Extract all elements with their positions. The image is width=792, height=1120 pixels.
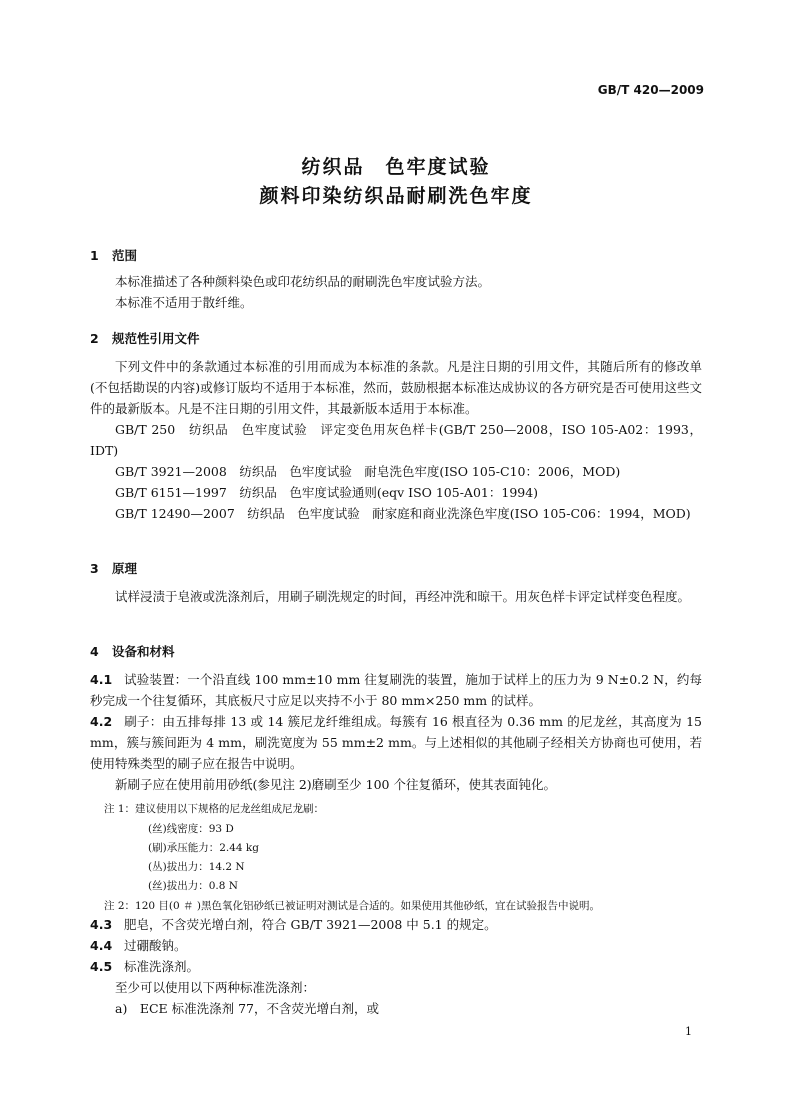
clause-4-5: [90, 956, 702, 977]
section-title: 范围: [112, 248, 138, 263]
clause-number: 4.5: [90, 959, 113, 974]
reference-1: GB/T 250 纺织品 色牢度试验 评定变色用灰色样卡(GB/T 250—2008，ISO 105-A02：1993，IDT): [90, 422, 702, 458]
section-1-heading: [90, 246, 137, 264]
note-1-item-b: (刷)承压能力：2.44 kg: [148, 842, 259, 854]
title-line-1: 纺织品 色牢度试验: [301, 156, 491, 178]
note-2: 注 2：120 目(0 ＃ )黑色氧化铝砂纸已被证明对测试是合适的。如果使用其他砂纸，宜在试验报告中说明。: [104, 900, 600, 912]
clause-number: 4.3: [90, 917, 113, 932]
section-3-heading: [90, 559, 137, 577]
clause-number: 4.4: [90, 938, 113, 953]
title-line-2: 颜料印染纺织品耐刷洗色牢度: [259, 185, 533, 207]
note-1-item-d: (丝)拔出力：0.8 N: [148, 880, 238, 892]
section-number: 4: [90, 644, 99, 659]
clause-text: 过硼酸钠。: [124, 938, 187, 953]
clause-4-2: [90, 711, 702, 774]
clause-text: 肥皂，不含荧光增白剂，符合 GB/T 3921—2008 中 5.1 的规定。: [124, 917, 497, 932]
section-3-para-1: 试样浸渍于皂液或洗涤剂后，用刷子刷洗规定的时间，再经冲洗和晾干。用灰色样卡评定试样变色程度。: [115, 589, 691, 604]
section-1-para-2: 本标准不适用于散纤维。: [115, 295, 253, 310]
page-number: 1: [685, 1025, 692, 1038]
clause-4-5-para-2: 至少可以使用以下两种标准洗涤剂：: [115, 980, 316, 995]
clause-4-1: [90, 669, 702, 711]
section-title: 规范性引用文件: [112, 331, 200, 346]
section-number: 3: [90, 561, 99, 576]
clause-number: 4.2: [90, 714, 113, 729]
section-number: 1: [90, 248, 99, 263]
section-2-intro: 下列文件中的条款通过本标准的引用而成为本标准的条款。凡是注日期的引用文件，其随后所有的修改单(不包括勘误的内容)或修订版均不适用于本标准，然而，鼓励根据本标准达成协议的各方研究是否可使用这些文件的最新版本。凡是不注日期的引用文件，其最新版本适用于本标准。: [90, 359, 702, 416]
clause-4-5-item-a: a) ECE 标准洗涤剂 77，不含荧光增白剂，或: [115, 1001, 379, 1016]
reference-4: GB/T 12490—2007 纺织品 色牢度试验 耐家庭和商业洗涤色牢度(ISO 105-C06：1994，MOD): [115, 506, 691, 521]
section-title: 设备和材料: [112, 644, 175, 659]
clause-4-3: [90, 914, 702, 935]
standard-code: GB/T 420—2009: [597, 83, 704, 97]
section-4-heading: [90, 642, 175, 660]
reference-3: GB/T 6151—1997 纺织品 色牢度试验通则(eqv ISO 105-A01：1994): [115, 485, 539, 500]
clause-number: 4.1: [90, 672, 113, 687]
clause-text: 刷子：由五排每排 13 或 14 簇尼龙纤维组成。每簇有 16 根直径为 0.36 mm 的尼龙丝，其高度为 15 mm，簇与簇间距为 4 mm，刷洗宽度为 55 mm±2 mm。与上述相似的其他刷子经相关方协商也可使用，若使用特殊类型的刷子应在报告中说明。: [90, 714, 702, 771]
clause-text: 标准洗涤剂。: [124, 959, 200, 974]
clause-text: 试验装置：一个沿直线 100 mm±10 mm 往复刷洗的装置，施加于试样上的压力为 9 N±0.2 N，约每秒完成一个往复循环，其底板尺寸应足以夹持不小于 80 mm×250 mm 的试样。: [90, 672, 702, 708]
section-2-heading: [90, 329, 200, 347]
section-number: 2: [90, 331, 99, 346]
note-1: 注 1：建议使用以下规格的尼龙丝组成尼龙刷：: [104, 803, 325, 815]
reference-2: GB/T 3921—2008 纺织品 色牢度试验 耐皂洗色牢度(ISO 105-C10：2006，MOD): [115, 464, 621, 479]
note-1-item-c: (丛)拔出力：14.2 N: [148, 861, 245, 873]
clause-4-4: [90, 935, 702, 956]
note-1-item-a: (丝)线密度：93 D: [148, 823, 234, 835]
clause-4-2-para-2: 新刷子应在使用前用砂纸(参见注 2)磨刷至少 100 个往复循环，使其表面钝化。: [115, 777, 556, 792]
section-1-para-1: 本标准描述了各种颜料染色或印花纺织品的耐刷洗色牢度试验方法。: [115, 274, 491, 289]
section-title: 原理: [112, 561, 138, 576]
